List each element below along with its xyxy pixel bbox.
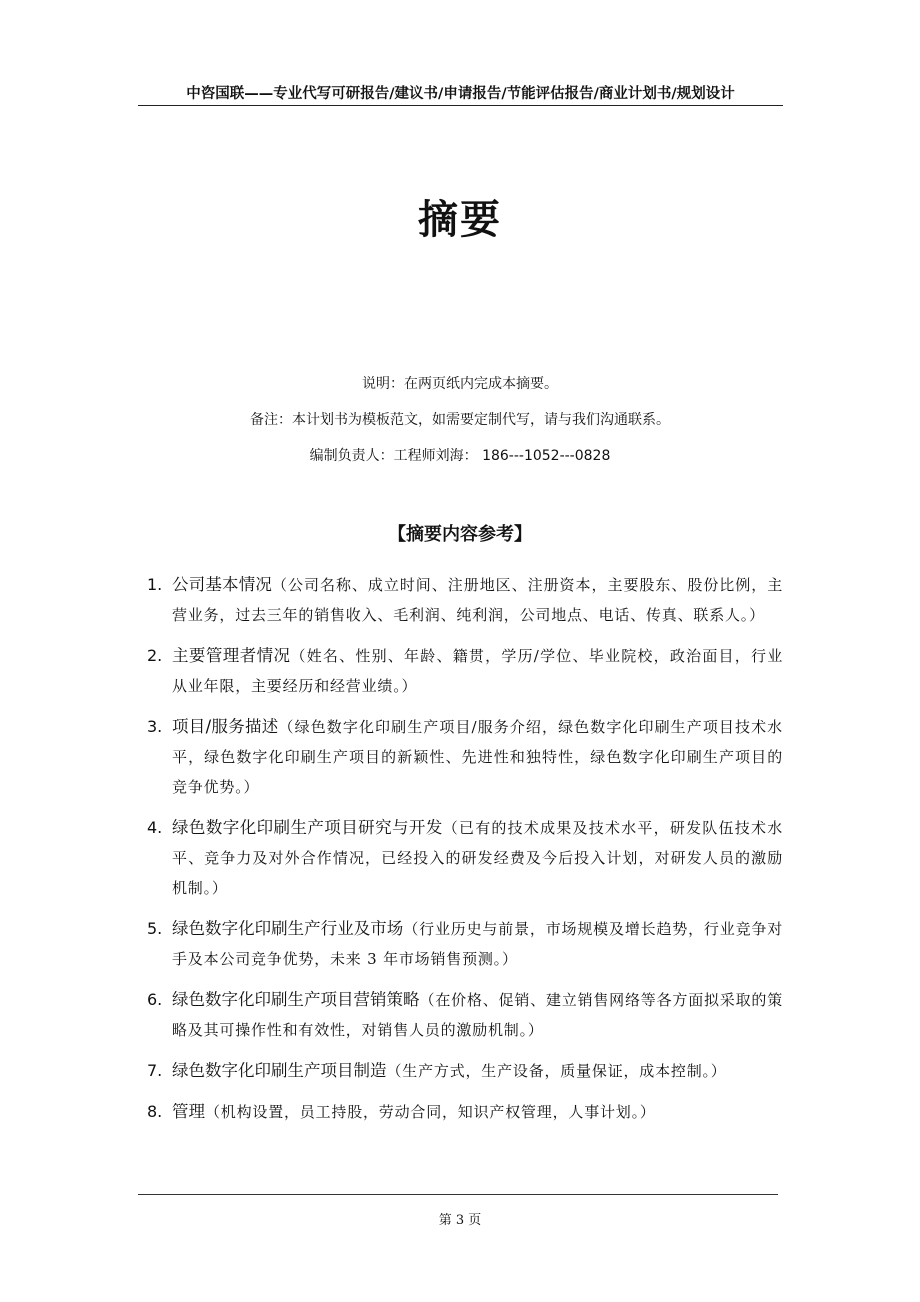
item-heading: 绿色数字化印刷生产项目营销策略 xyxy=(172,990,420,1009)
item-heading: 管理 xyxy=(172,1102,205,1121)
item-number: 6. xyxy=(147,990,163,1009)
item-heading: 项目/服务描述 xyxy=(172,717,279,736)
page-number: 第 3 页 xyxy=(438,1213,482,1228)
item-detail: （生产方式，生产设备，质量保证，成本控制。） xyxy=(386,1062,727,1080)
item-detail: （已有的技术成果及技术水平，研发队伍技术水平、竞争力及对外合作情况，已经投入的研发经费及今后投入计划，对研发人员的激励机制。） xyxy=(172,819,783,897)
item-detail: （姓名、性别、年龄、籍贯，学历/学位、毕业院校，政治面目，行业从业年限，主要经历和经营业绩。） xyxy=(172,647,784,695)
running-header: 中咨国联——专业代写可研报告/建议书/申请报告/节能评估报告/商业计划书/规划设计 xyxy=(186,86,735,102)
item-number: 2. xyxy=(147,646,163,665)
list-item xyxy=(147,985,783,1045)
note-instruction: 说明：在两页纸内完成本摘要。 xyxy=(362,376,558,392)
item-detail: （公司名称、成立时间、注册地区、注册资本，主要股东、股份比例，主营业务，过去三年的销售收入、毛利润、纯利润，公司地点、电话、传真、联系人。） xyxy=(172,576,784,624)
item-heading: 绿色数字化印刷生产项目研究与开发 xyxy=(172,818,443,837)
list-item xyxy=(147,813,783,903)
item-heading: 主要管理者情况 xyxy=(172,646,291,665)
item-heading: 公司基本情况 xyxy=(172,575,273,594)
item-number: 8. xyxy=(147,1102,163,1121)
header-divider xyxy=(138,105,783,106)
summary-items-list xyxy=(147,570,783,1138)
note-remark: 备注：本计划书为模板范文，如需要定制代写，请与我们沟通联系。 xyxy=(250,412,670,428)
note-contact: 编制负责人：工程师刘海： 186---1052---0828 xyxy=(309,448,611,464)
item-number: 4. xyxy=(147,818,163,837)
list-item xyxy=(147,1056,783,1086)
item-heading: 绿色数字化印刷生产行业及市场 xyxy=(172,919,404,938)
list-item xyxy=(147,570,783,630)
item-heading: 绿色数字化印刷生产项目制造 xyxy=(172,1061,387,1080)
item-detail: （在价格、促销、建立销售网络等各方面拟采取的策略及其可操作性和有效性，对销售人员的激励机制。） xyxy=(172,991,784,1039)
item-detail: （绿色数字化印刷生产项目/服务介绍，绿色数字化印刷生产项目技术水平，绿色数字化印刷生产项目的新颖性、先进性和独特性，绿色数字化印刷生产项目的竞争优势。） xyxy=(172,718,783,796)
list-item xyxy=(147,641,783,701)
footer-divider xyxy=(138,1194,778,1195)
item-number: 3. xyxy=(147,717,163,736)
list-item xyxy=(147,914,783,974)
item-detail: （行业历史与前景，市场规模及增长趋势，行业竞争对手及本公司竞争优势，未来 3 年市场销售预测。） xyxy=(172,920,784,968)
item-number: 1. xyxy=(147,575,163,594)
item-number: 5. xyxy=(147,919,163,938)
item-detail: （机构设置，员工持股，劳动合同，知识产权管理，人事计划。） xyxy=(205,1103,656,1121)
notes-block xyxy=(0,374,920,482)
list-item xyxy=(147,1097,783,1127)
item-number: 7. xyxy=(147,1061,163,1080)
list-item xyxy=(147,712,783,802)
page-title: 摘要 xyxy=(418,196,502,243)
section-heading: 【摘要内容参考】 xyxy=(388,524,532,545)
